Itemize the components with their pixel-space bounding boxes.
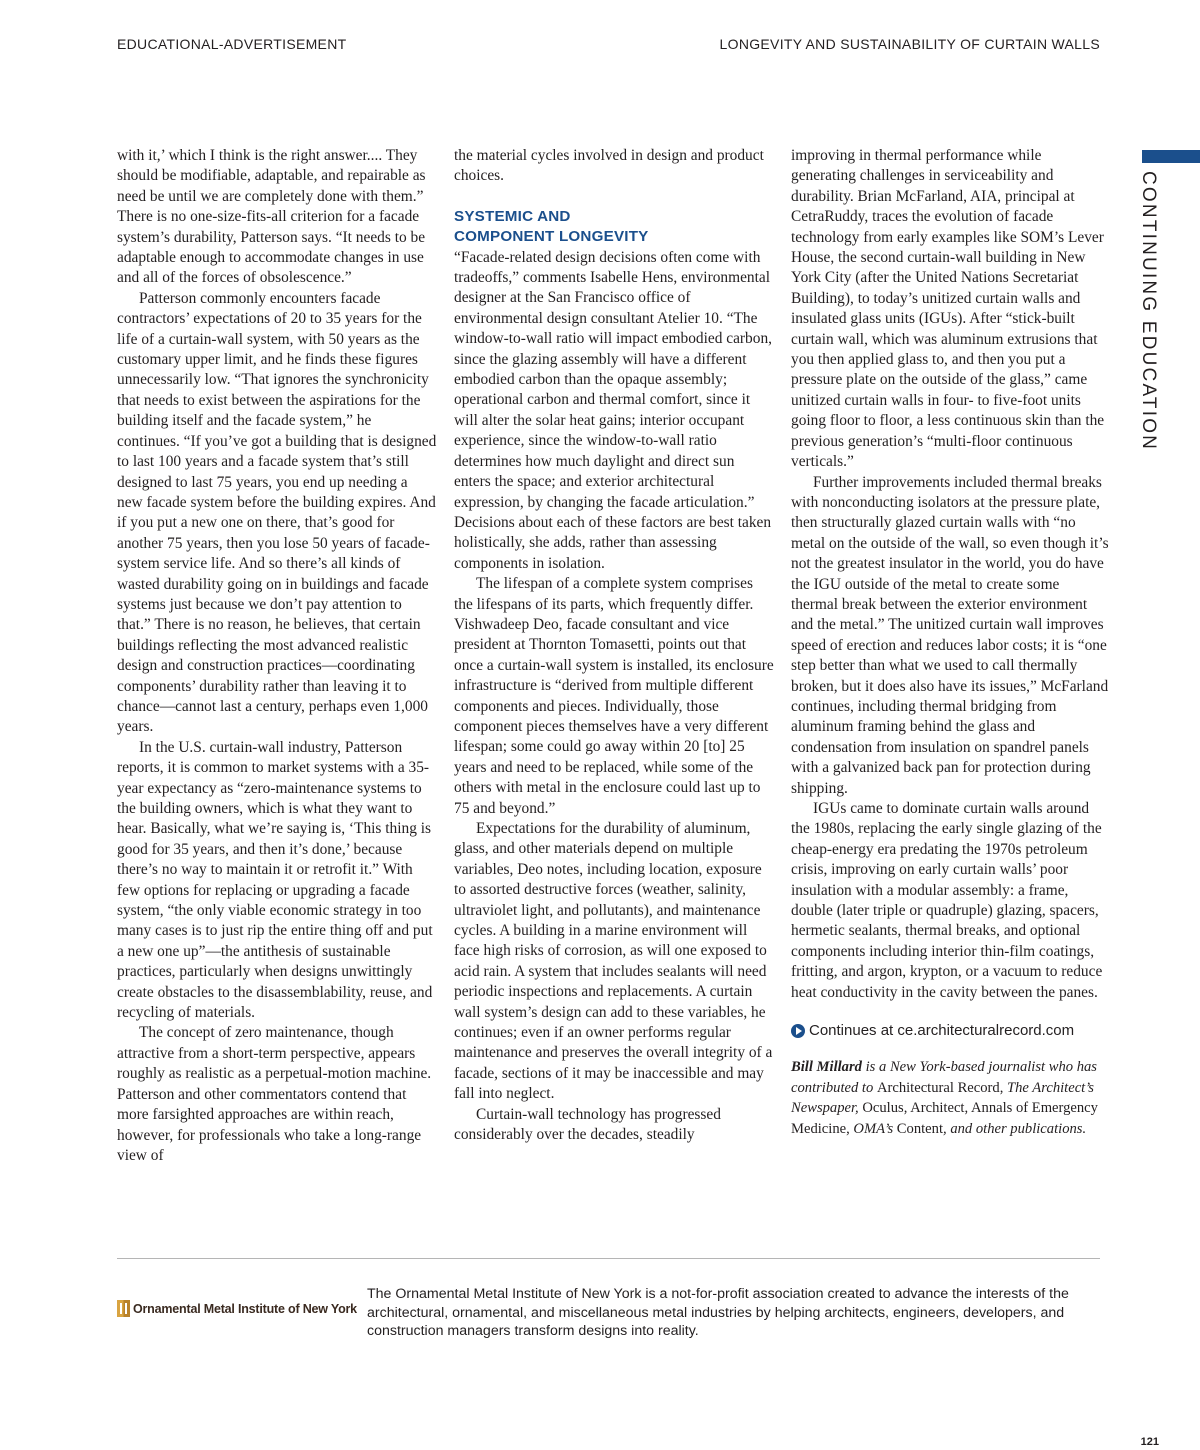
paragraph: “Facade-related design decisions often come with tradeoffs,” comments Isabelle Hens, environmental designer at the San Francisco office of environmental design consultant Atelier 10. “The window-to-wall ratio will impact embodied carbon, since the glazing assembly will have a different embodied carbon than the opaque assembly; operational carbon and thermal comfort, since it will alter the solar heat gains; interior occupant experience, since the window-to-wall ratio determines how much daylight and direct sun enters the space; and exterior architectural expression, by changing the facade articulation.” Decisions about each of these factors are best taken holistically, she adds, rather than assessing components in isolation. (454, 248, 772, 572)
page-number: 121 (1140, 1436, 1159, 1448)
bio-text: is a New York-based journalist who has contributed to (791, 1059, 1097, 1096)
subhead-line: SYSTEMIC AND (454, 207, 571, 225)
section-tab-bar (1142, 150, 1200, 163)
bio-publication: Architectural Record, (876, 1079, 1008, 1096)
paragraph: with it,’ which I think is the right answer.... They should be modifiable, adaptable, and repairable as need be until we are completely done with them.” There is no one-size-fits-all criterion for a facade system’s durability, Patterson says. “It needs to be adaptable enough to accommodate changes in use and all of the forces of obsolescence.” (117, 147, 426, 287)
paragraph: Curtain-wall technology has progressed considerably over the decades, steadily (454, 1105, 721, 1144)
paragraph: The lifespan of a complete system comprises the lifespans of its parts, which frequently differ. Vishwadeep Deo, facade consultant and vice president at Thornton Tomasetti, points out that once a curtain-wall system is installed, its enclosure infrastructure is “derived from multiple different components and pieces. Individually, those component pieces themselves have a very different lifespan; some could go away within 20 [to] 25 years and need to be replaced, while some of the others with metal in the enclosure could last up to 75 and beyond.” (454, 575, 774, 817)
paragraph: Patterson commonly encounters facade contractors’ expectations of 20 to 35 years for the life of a curtain-wall system, with 50 years as the customary upper limit, and he finds these figures unnecessarily low. “That ignores the synchronicity that needs to exist between the aspirations for the building itself and the facade system,” he continues. “If you’ve got a building that is designed to last 100 years and a facade system that’s still designed to last 75 years, you end up needing a new facade system before the building expires. And if you put a new one on there, that’s good for another 75 years, then you lose 50 years of facade-system service life. And so there’s all kinds of wasted durability going on in buildings and facade systems just because we don’t pay attention to that.” There is no reason, he believes, that certain buildings reflecting the most advanced realistic design and construction practices—coordinating components’ durability rather than leaving it to chance—cannot last a century, perhaps even 1,000 years. (117, 289, 437, 736)
bio-publication: Content (896, 1120, 944, 1137)
bio-text: The Architect’s Newspaper, (791, 1079, 1094, 1117)
play-arrow-icon (791, 1024, 805, 1038)
bio-text: OMA’s (853, 1120, 897, 1137)
institute-logo-text: Ornamental Metal Institute of New York (133, 1301, 357, 1316)
running-head-left: EDUCATIONAL-ADVERTISEMENT (117, 36, 347, 52)
paragraph: improving in thermal performance while generating challenges in serviceability and durability. Brian McFarland, AIA, principal at CetraRuddy, traces the evolution of facade technology from early examples like SOM’s Lever House, the second curtain-wall building in New York City (after the United Nations Secretariat Building), to today’s unitized curtain walls and insulated glass units (IGUs). After “stick-built curtain wall, which was aluminum extrusions that you then applied glass to, and then you put a pressure plate on the outside of the glass,” came unitized curtain walls in four- to five-foot units going floor to floor, a less continuous skin than the previous generation’s “multi-floor continuous verticals.” (791, 147, 1105, 471)
subhead-line: COMPONENT LONGEVITY (454, 228, 649, 246)
bio-publication: Oculus, Architect, Annals of Emergency Medicine, (791, 1100, 1098, 1137)
running-head-right: LONGEVITY AND SUSTAINABILITY OF CURTAIN WALLS (719, 36, 1100, 52)
bio-text: , and other publications. (943, 1120, 1087, 1137)
institute-description: The Ornamental Metal Institute of New York is a not-for-profit association created to advance the interests of the architectural, ornamental, and miscellaneous metal industries by helping architects, engineers, developers, and construction managers transform designs into reality. (367, 1286, 1069, 1339)
article-column-1 (117, 146, 437, 1166)
paragraph: the material cycles involved in design and product choices. (454, 147, 764, 185)
author-bio (791, 1057, 1109, 1139)
author-name: Bill Millard (791, 1059, 862, 1076)
footer-divider (117, 1258, 1100, 1259)
paragraph: Expectations for the durability of aluminum, glass, and other materials depend on multiple variables, Deo notes, including location, exposure to assorted destructive forces (weather, salinity, ultraviolet light, and pollutants), and maintenance cycles. A building in a marine environment will face high risks of corrosion, as will one exposed to acid rain. A system that includes sealants will need periodic inspections and replacements. A curtain wall system’s design can add to these variables, he continues; even if an owner performs regular maintenance and preserves the overall integrity of a facade, sections of it may be inaccessible and may fall into neglect. (454, 820, 773, 1103)
section-side-label: CONTINUING EDUCATION (1138, 171, 1159, 452)
paragraph: IGUs came to dominate curtain walls around the 1980s, replacing the early single glazing of the cheap-energy era predating the 1970s petroleum crisis, improving on early curtain walls’ poor insulation with a modular assembly: a frame, double (later triple or quadruple) glazing, spacers, hermetic sealants, thermal breaks, and optional components including interior thin-film coatings, fritting, and argon, krypton, or a vacuum to reduce heat conductivity in the cavity between the panes. (791, 800, 1103, 1001)
continues-link-text[interactable]: Continues at ce.architecturalrecord.com (809, 1022, 1075, 1040)
institute-logo-icon (117, 1300, 130, 1317)
institute-logo (117, 1300, 357, 1317)
article-column-2 (454, 146, 774, 1146)
paragraph: The concept of zero maintenance, though attractive from a short-term perspective, appears roughly as realistic as a perpetual-motion machine. Patterson and other commentators contend that more farsighted approaches are within reach, however, for professionals who take a long-range view of (117, 1024, 432, 1164)
paragraph: In the U.S. curtain-wall industry, Patterson reports, it is common to market systems with a 35-year expectancy as “zero-maintenance systems to the building owners, which is what they want to hear. Basically, what we’re saying is, ‘This thing is good for 35 years, and then it’s done,’ because there’s no way to maintain it or retrofit it.” With few options for replacing or upgrading a facade system, “the only viable economic strategy in too many cases is to just rip the entire thing off and put a new one up”—the antithesis of sustainable practices, particularly when designs unwittingly create obstacles to the disassemblability, reuse, and recycling of materials. (117, 738, 433, 1022)
paragraph: Further improvements included thermal breaks with nonconducting isolators at the pressure plate, then structurally glazed curtain walls with “no metal on the outside of the wall, so even though it’s not the greatest insulator in the world, you do have the IGU outside of the metal to create some thermal break between the exterior environment and the metal.” The unitized curtain wall improves speed of erection and reduces labor costs; it is “one step better than what we used to call thermally broken, but it does also have its issues,” McFarland continues, including thermal bridging from aluminum framing behind the glass and condensation from insulation on spandrel panels with a galvanized back pan for protection during shipping. (791, 473, 1109, 797)
continues-link[interactable] (791, 1021, 1109, 1041)
article-column-3 (791, 146, 1109, 1139)
section-subhead (454, 207, 774, 248)
